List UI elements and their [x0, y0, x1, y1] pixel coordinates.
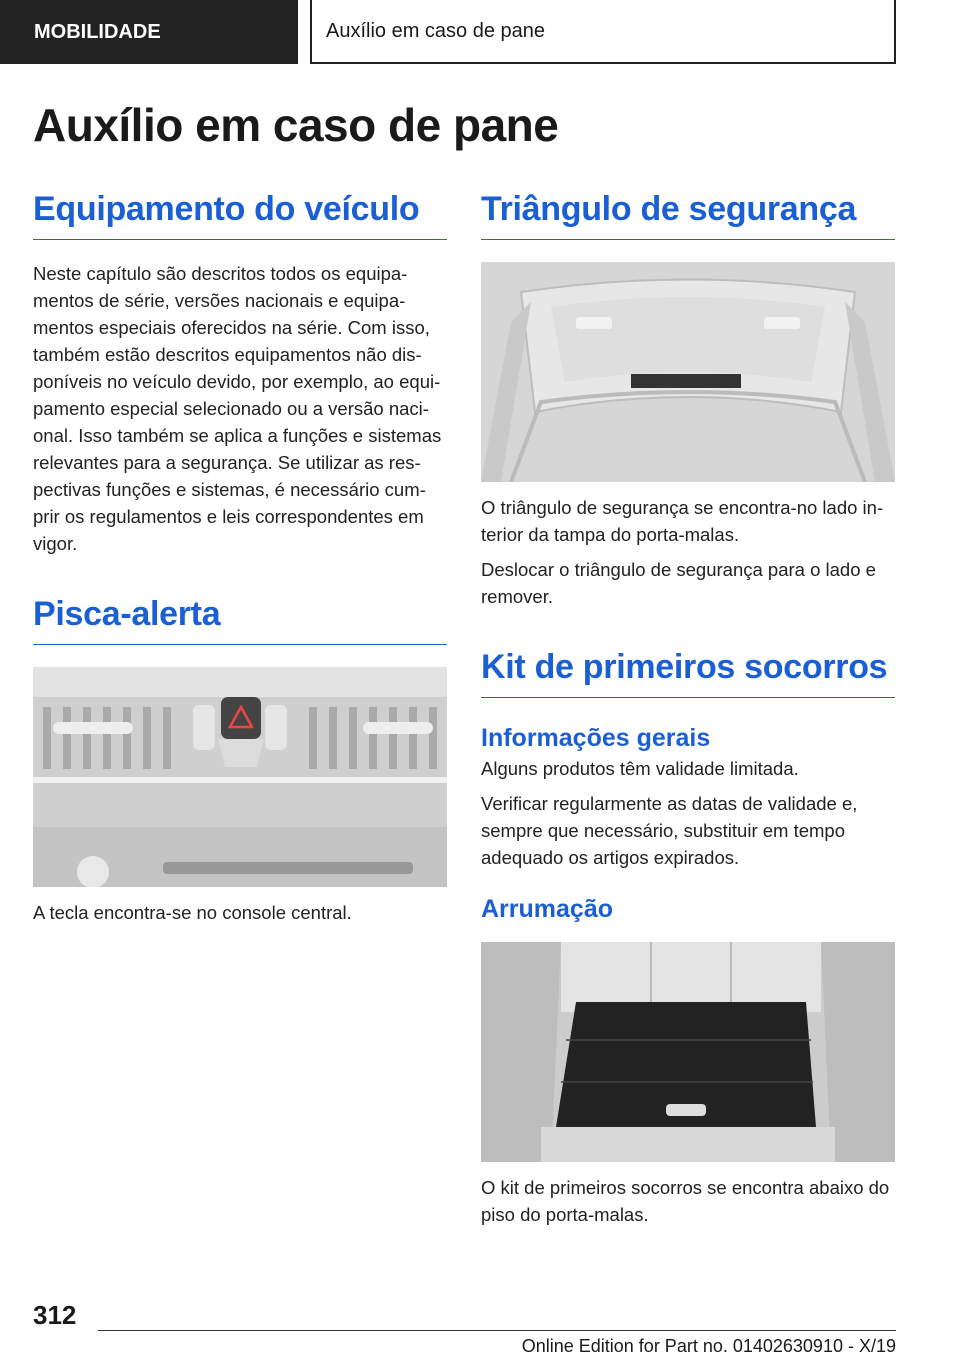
general-info-paragraph-2: Verificar regularmente as datas de validade e, sempre que necessário, substituir em tempo adequado os artigos expirados.	[481, 793, 858, 868]
trunk-floor-image	[481, 942, 895, 1162]
hazard-switch-image	[33, 667, 447, 887]
triangle-paragraph-1: O triângulo de segurança se encontra-no lado in-terior da tampa do porta-malas.	[481, 497, 884, 545]
header-section-label: MOBILIDADE	[34, 20, 161, 43]
page-title: Auxílio em caso de pane	[33, 99, 559, 151]
header-chapter-box	[310, 0, 896, 64]
first-aid-heading: Kit de primeiros socorros	[481, 648, 895, 698]
equipment-paragraph: Neste capítulo são descritos todos os equipa-mentos de série, versões nacionais e equipa-mentos especiais oferecidos na série. Com isso, também estão descritos equipamentos não dis-poníveis no veículo devido, por exemplo, ao equi-pamento especial selecionado ou a versão naci-onal. Isso também se aplica a funções e sistemas relevantes para a segurança. Se utilizar as res-pectivas funções e sistemas, é necessário cum-prir os regulamentos e leis correspondentes em vigor.	[33, 263, 442, 554]
general-info-paragraph-1: Alguns produtos têm validade limitada.	[481, 758, 799, 779]
storage-heading: Arrumação	[481, 895, 613, 923]
warning-triangle-image	[481, 262, 895, 482]
page-number: 312	[33, 1300, 77, 1330]
header-section-tab	[0, 0, 298, 64]
equipment-heading: Equipamento do veículo	[33, 190, 447, 240]
hazard-caption: A tecla encontra-se no console central.	[33, 902, 352, 923]
edition-note: Online Edition for Part no. 01402630910 - X/19	[521, 1336, 896, 1356]
hazard-heading: Pisca-alerta	[33, 595, 447, 645]
general-info-heading: Informações gerais	[481, 724, 711, 752]
header-chapter-label: Auxílio em caso de pane	[326, 19, 546, 42]
storage-caption: O kit de primeiros socorros se encontra abaixo do piso do porta-malas.	[481, 1177, 890, 1225]
left-column	[33, 190, 447, 926]
triangle-heading: Triângulo de segurança	[481, 190, 895, 240]
triangle-paragraph-2: Deslocar o triângulo de segurança para o lado e remover.	[481, 559, 876, 607]
right-column	[481, 190, 895, 1228]
footer-divider	[98, 1330, 896, 1331]
